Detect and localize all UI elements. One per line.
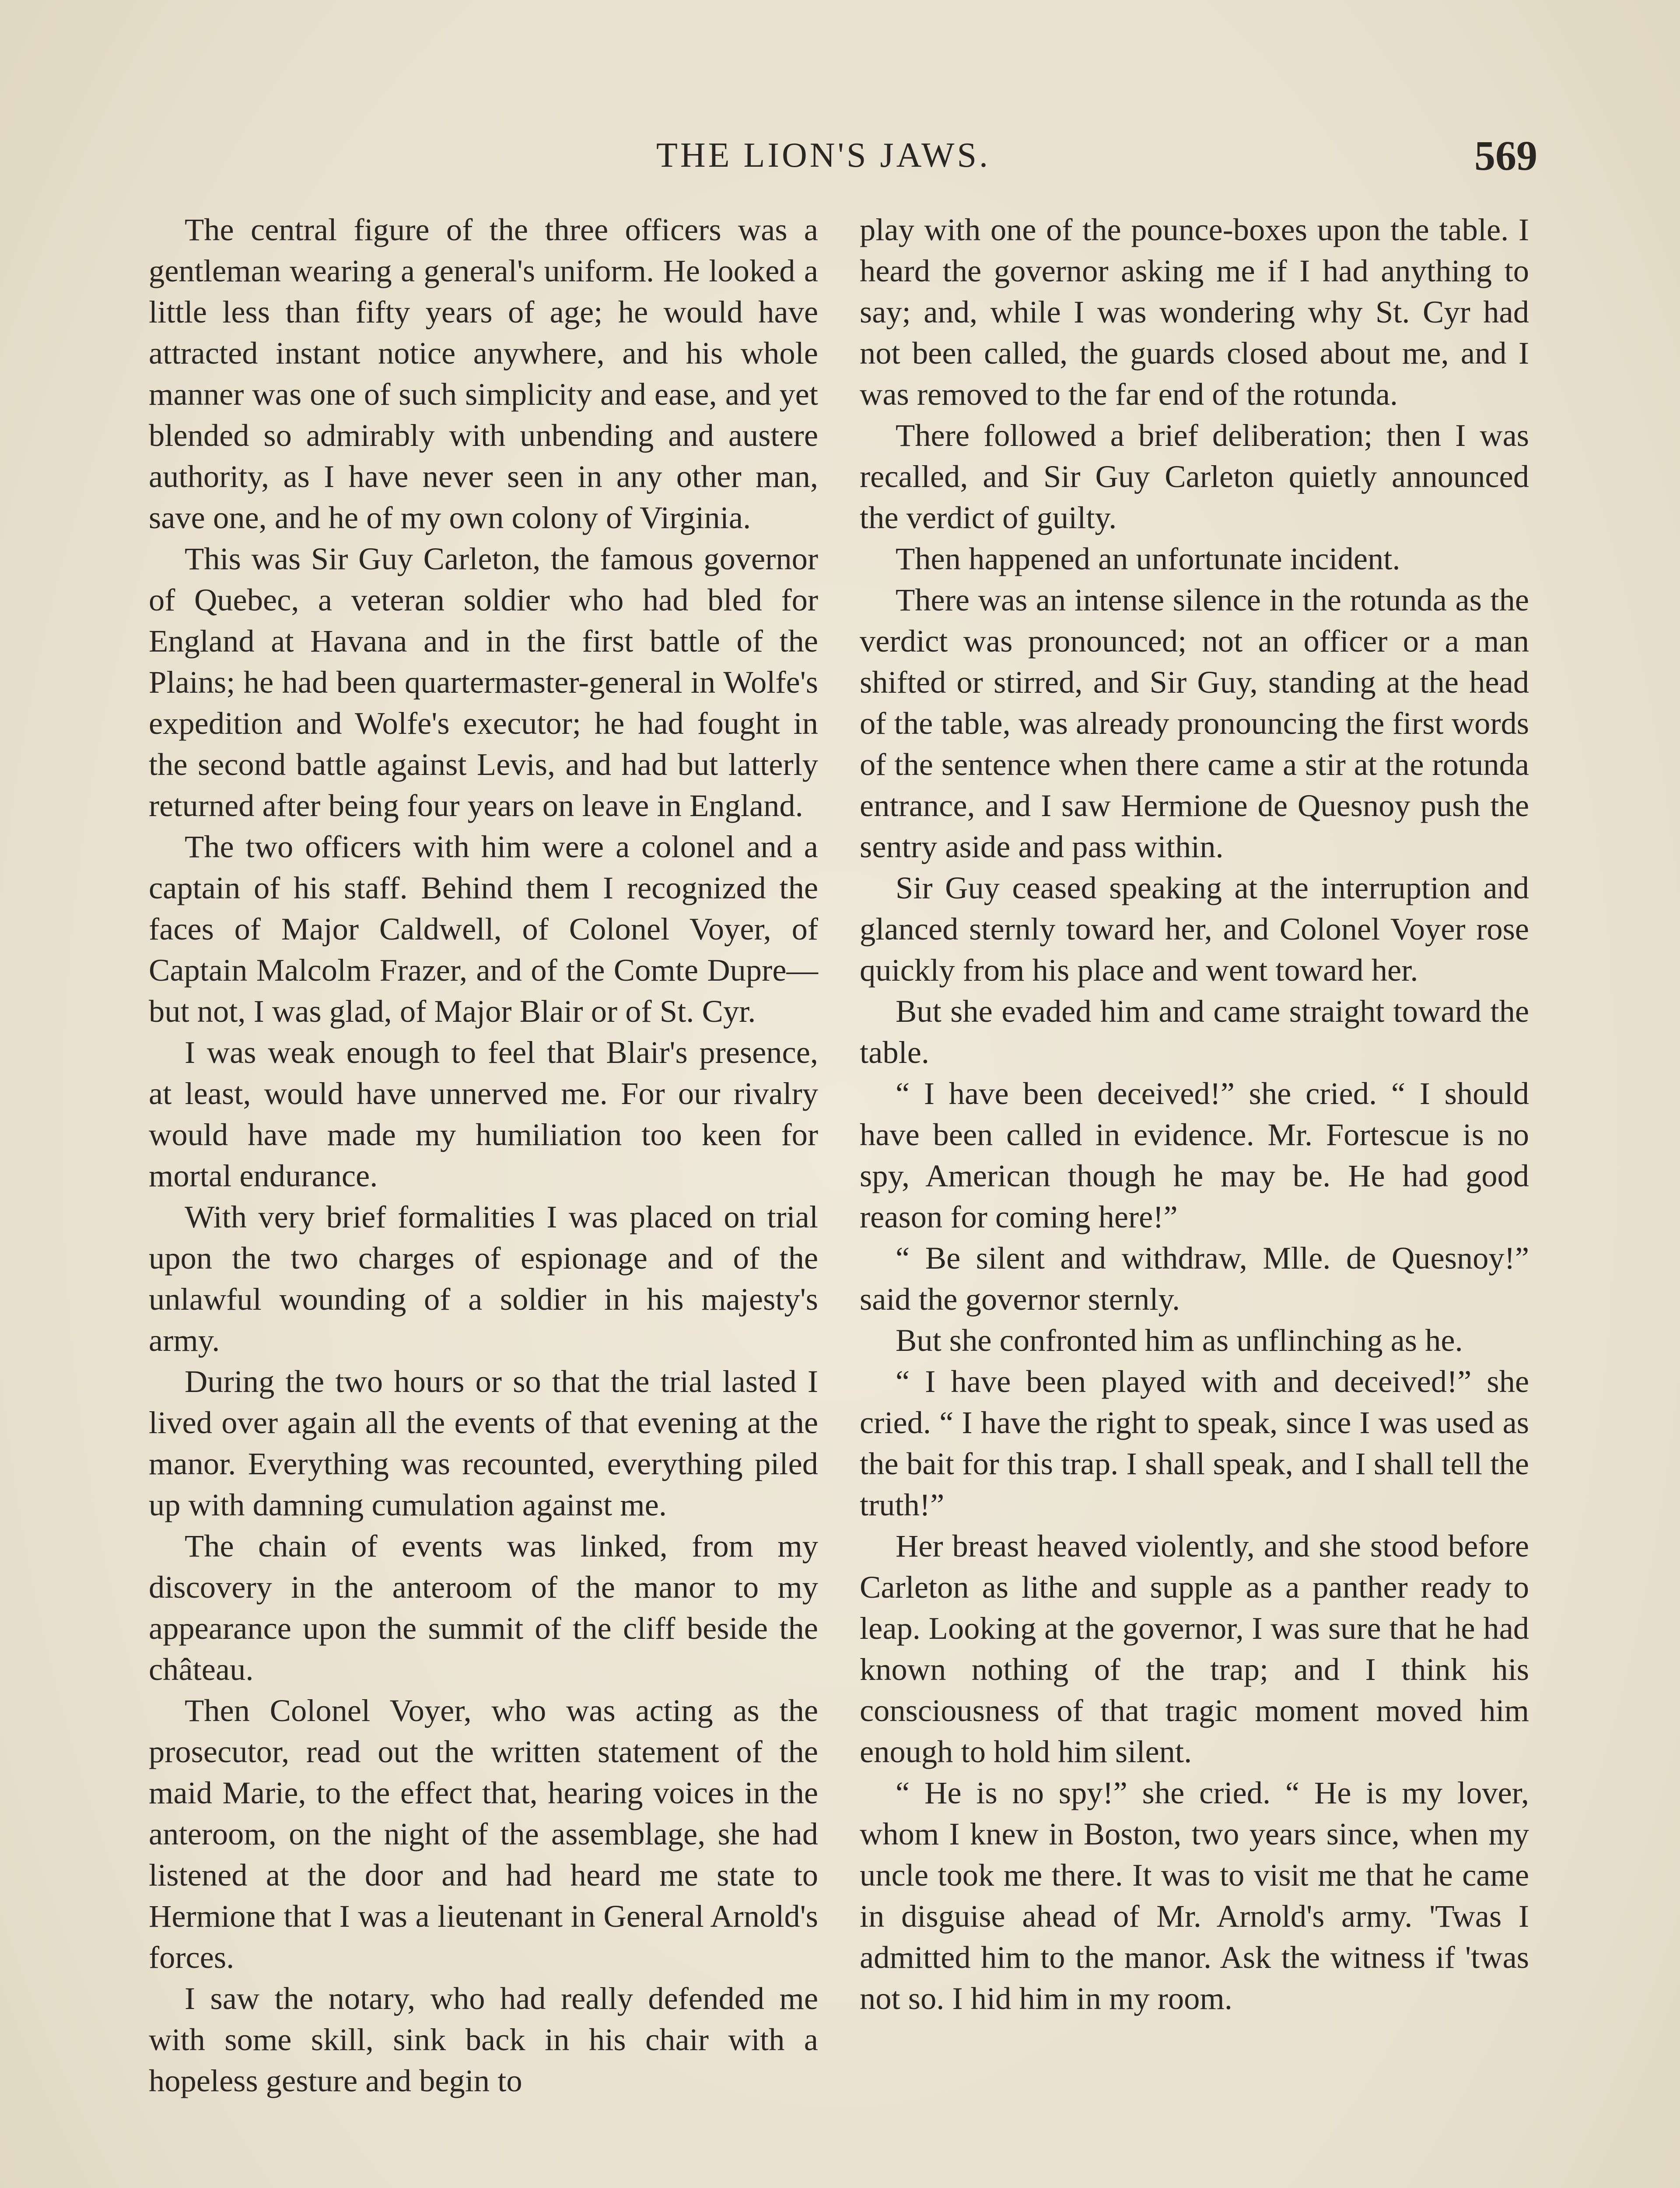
- paragraph: “ He is no spy!” she cried. “ He is my lover, whom I knew in Boston, two years since, when my uncle took me there. It was to visit me that he came in disguise ahead of Mr. Arnold's army. 'Twas I admitted him to the manor. Ask the witness if 'twas not so. I hid him in my room.: [860, 1775, 1529, 2016]
- running-head: [0, 131, 1680, 184]
- paragraph: There followed a brief deliberation; then I was recalled, and Sir Guy Carleton quietly announced the verdict of guilty.: [860, 417, 1529, 535]
- paragraph: This was Sir Guy Carleton, the famous governor of Quebec, a veteran soldier who had bled for England at Havana and in the first battle of the Plains; he had been quartermaster-general in Wolfe's expedition and Wolfe's executor; he had fought in the second battle against Levis, and had but latterly returned after being four years on leave in England.: [149, 541, 818, 823]
- paragraph: There was an intense silence in the rotunda as the verdict was pronounced; not an officer or a man shifted or stirred, and Sir Guy, standing at the head of the table, was already pronouncing the first words of the sentence when there came a stir at the rotunda entrance, and I saw Hermione de Quesnoy push the sentry aside and pass within.: [860, 582, 1529, 864]
- paragraph: “ I have been deceived!” she cried. “ I should have been called in evidence. Mr. Fortescue is no spy, American though he may be. He had good reason for coming here!”: [860, 1076, 1529, 1234]
- page-number: 569: [1474, 132, 1537, 179]
- paragraph-continued: play with one of the pounce-boxes upon the table. I heard the governor asking me if I had anything to say; and, while I was wondering why St. Cyr had not been called, the guards closed about me, and I was removed to the far end of the rotunda.: [860, 212, 1529, 412]
- paragraph: With very brief formalities I was placed on trial upon the two charges of espionage and of the unlawful wounding of a soldier in his majesty's army.: [149, 1199, 818, 1358]
- paragraph: “ Be silent and withdraw, Mlle. de Quesnoy!” said the governor sternly.: [860, 1240, 1529, 1317]
- paragraph: Then Colonel Voyer, who was acting as the prosecutor, read out the written statement of the maid Marie, to the effect that, hearing voices in the anteroom, on the night of the assemblage, she had listened at the door and had heard me state to Hermione that I was a lieutenant in General Arnold's forces.: [149, 1693, 818, 1975]
- running-title: THE LION'S JAWS.: [656, 136, 990, 175]
- right-text-column: [860, 209, 1529, 2188]
- paragraph: Her breast heaved violently, and she stood before Carleton as lithe and supple as a panther ready to leap. Looking at the governor, I was sure that he had known nothing of the trap; and I think his consciousness of that tragic moment moved him enough to hold him silent.: [860, 1528, 1529, 1769]
- paragraph: I was weak enough to feel that Blair's presence, at least, would have unnerved me. For our rivalry would have made my humiliation too keen for mortal endurance.: [149, 1034, 818, 1193]
- paragraph: The two officers with him were a colonel and a captain of his staff. Behind them I recognized the faces of Major Caldwell, of Colonel Voyer, of Captain Malcolm Frazer, and of the Comte Dupre—but not, I was glad, of Major Blair or of St. Cyr.: [149, 829, 818, 1029]
- paragraph: “ I have been played with and deceived!” she cried. “ I have the right to speak, since I was used as the bait for this trap. I shall speak, and I shall tell the truth!”: [860, 1364, 1529, 1522]
- paragraph: Then happened an unfortunate incident.: [896, 541, 1400, 576]
- paragraph: But she evaded him and came straight toward the table.: [860, 993, 1529, 1070]
- paragraph: The central figure of the three officers was a gentleman wearing a general's uniform. He looked a little less than fifty years of age; he would have attracted instant notice anywhere, and his whole manner was one of such simplicity and ease, and yet blended so admirably with unbending and austere authority, as I have never seen in any other man, save one, and he of my own colony of Virginia.: [149, 212, 818, 535]
- paragraph: The chain of events was linked, from my discovery in the anteroom of the manor to my appearance upon the summit of the cliff beside the château.: [149, 1528, 818, 1687]
- paragraph: I saw the notary, who had really defended me with some skill, sink back in his chair with a hopeless gesture and begin to: [149, 1981, 818, 2098]
- paragraph: But she confronted him as unflinching as he.: [896, 1322, 1463, 1358]
- paragraph: During the two hours or so that the trial lasted I lived over again all the events of that evening at the manor. Everything was recounted, everything piled up with damning cumulation against me.: [149, 1364, 818, 1522]
- paragraph: Sir Guy ceased speaking at the interruption and glanced sternly toward her, and Colonel Voyer rose quickly from his place and went toward her.: [860, 870, 1529, 988]
- left-text-column: [149, 209, 818, 2188]
